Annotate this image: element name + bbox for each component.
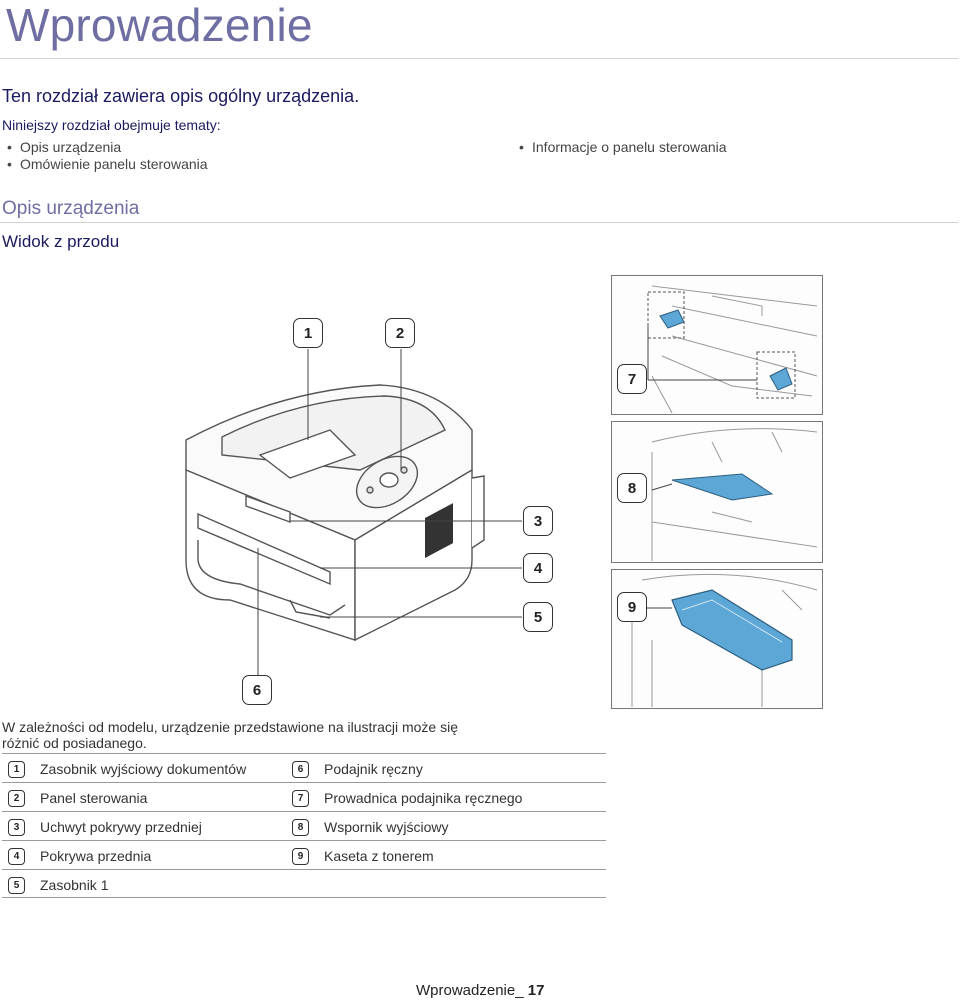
legend-item: [8, 818, 202, 836]
model-note: W zależności od modelu, urządzenie przedstawione na ilustracji może się różnić od posiadanego.: [2, 719, 458, 751]
callout-3: 3: [523, 506, 553, 536]
legend-number: 3: [8, 819, 25, 836]
legend-number: 9: [292, 848, 309, 865]
legend-label: Zasobnik wyjściowy dokumentów: [40, 761, 247, 777]
legend-label: Prowadnica podajnika ręcznego: [324, 790, 523, 806]
legend-label: Uchwyt pokrywy przedniej: [40, 819, 202, 835]
footer-label: Wprowadzenie_: [416, 982, 524, 999]
bullet-icon: •: [519, 139, 524, 155]
bullet-icon: •: [7, 156, 12, 172]
legend-item: [292, 818, 448, 836]
legend-number: 1: [8, 761, 25, 778]
legend-number: 2: [8, 790, 25, 807]
callout-1: 1: [293, 318, 323, 348]
subsection-title: Widok z przodu: [2, 232, 120, 251]
legend-label: Podajnik ręczny: [324, 761, 423, 777]
legend-item: [8, 789, 147, 807]
legend-number: 7: [292, 790, 309, 807]
legend-number: 5: [8, 877, 25, 894]
page-footer: [416, 982, 544, 999]
legend-item: [292, 789, 522, 807]
topic-link[interactable]: Informacje o panelu sterowania: [532, 139, 727, 155]
legend-label: Panel sterowania: [40, 790, 148, 806]
inset-toner-cartridge: [611, 569, 823, 709]
legend-row: [2, 840, 606, 869]
legend-table: [2, 753, 606, 898]
callout-5: 5: [523, 602, 553, 632]
page-number: 17: [527, 982, 545, 999]
legend-item: [8, 847, 151, 865]
legend-item: [292, 847, 434, 865]
legend-label: Pokrywa przednia: [40, 848, 152, 864]
legend-row: [2, 782, 606, 811]
legend-label: Zasobnik 1: [40, 877, 109, 893]
section-title: Opis urządzenia: [2, 198, 140, 219]
page-title: Wprowadzenie: [6, 0, 313, 51]
legend-number: 8: [292, 819, 309, 836]
legend-item: [292, 760, 423, 778]
topic-link[interactable]: Opis urządzenia: [20, 139, 122, 155]
legend-number: 4: [8, 848, 25, 865]
legend-item: [8, 876, 108, 894]
bullet-icon: •: [7, 139, 12, 155]
topic-link[interactable]: Omówienie panelu sterowania: [20, 156, 208, 172]
callout-4: 4: [523, 553, 553, 583]
callout-2: 2: [385, 318, 415, 348]
legend-number: 6: [292, 761, 309, 778]
callout-7: 7: [617, 364, 647, 394]
callout-9: 9: [617, 592, 647, 622]
legend-item: [8, 760, 246, 778]
legend-label: Wspornik wyjściowy: [324, 819, 449, 835]
topics-label: Niniejszy rozdział obejmuje tematy:: [2, 117, 221, 133]
toner-cartridge-illustration: [612, 570, 821, 707]
callout-8: 8: [617, 473, 647, 503]
legend-label: Kaseta z tonerem: [324, 848, 434, 864]
legend-row: [2, 811, 606, 840]
callout-6: 6: [242, 675, 272, 705]
intro-text: Ten rozdział zawiera opis ogólny urządzenia.: [2, 86, 360, 106]
legend-row: [2, 753, 606, 782]
inset-manual-feeder-guide: [611, 275, 823, 415]
legend-row: [2, 869, 606, 898]
